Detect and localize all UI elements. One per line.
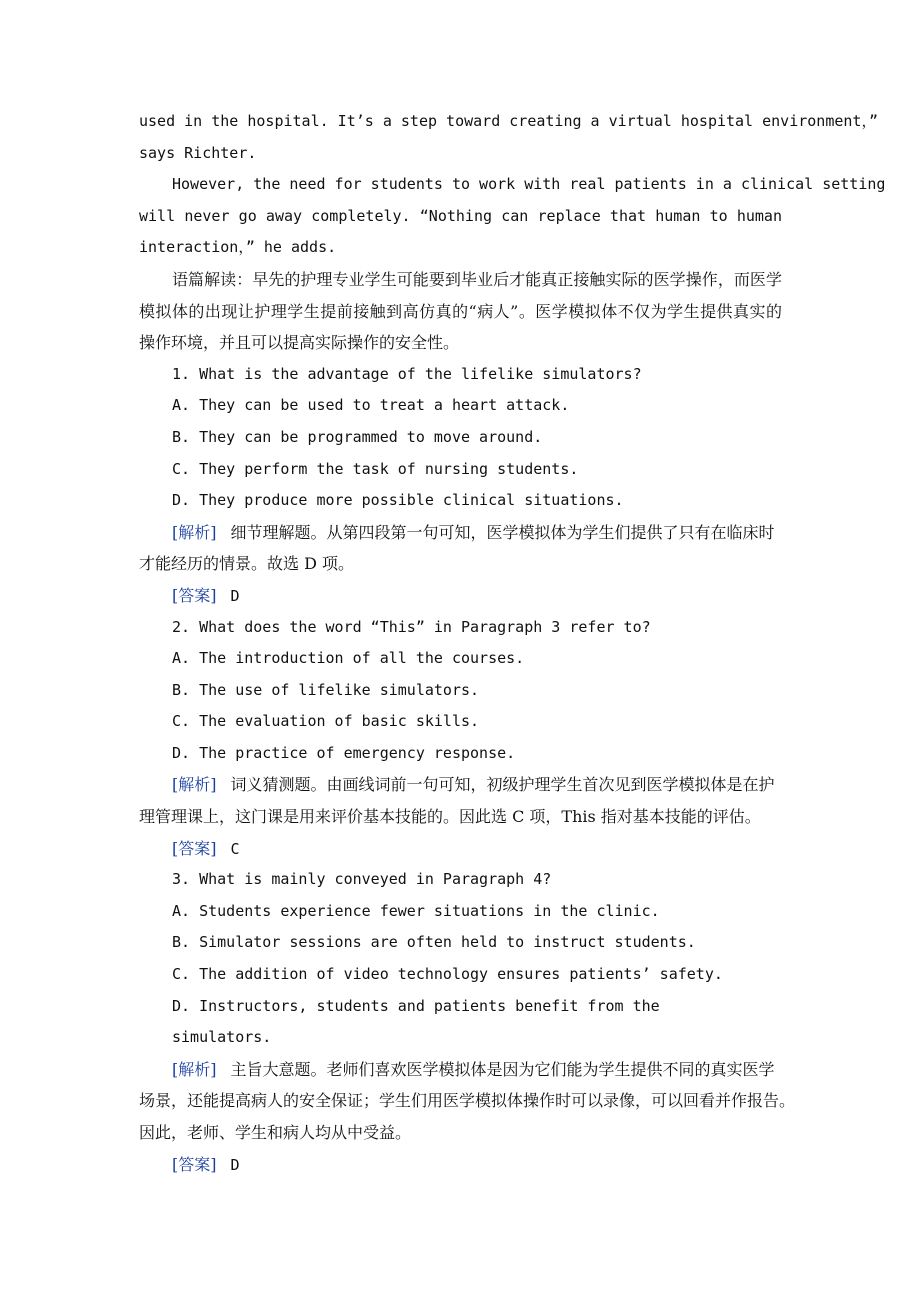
answer-line <box>139 580 782 612</box>
summary-line: 语篇解读：早先的护理专业学生可能要到毕业后才能真正接触实际的医学操作，而医学 <box>172 269 782 289</box>
analysis-line: 因此，老师、学生和病人均从中受益。 <box>139 1123 412 1142</box>
analysis-text: 主旨大意题。老师们喜欢医学模拟体是因为它们能为学生提供不同的真实医学 <box>230 1059 775 1079</box>
question-option: C. They perform the task of nursing students. <box>172 459 579 478</box>
question-option: A. Students experience fewer situations in the clinic. <box>172 901 660 920</box>
answer-line <box>139 833 782 865</box>
analysis-label: [解析] <box>172 775 217 795</box>
question-stem: 3. What is mainly conveyed in Paragraph 4? <box>172 870 552 889</box>
analysis-label: [解析] <box>172 522 217 542</box>
analysis-line: 理管理课上，这门课是用来评价基本技能的。因此选 C 项，This 指对基本技能的评估。 <box>139 807 761 827</box>
analysis-text: 细节理解题。从第四段第一句可知，医学模拟体为学生们提供了只有在临床时 <box>230 522 775 542</box>
question-option: C. The evaluation of basic skills. <box>172 712 480 731</box>
answer-line <box>139 1149 782 1181</box>
summary-line: 模拟体的出现让护理学生提前接触到高仿真的“病人”。医学模拟体不仅为学生提供真实的 <box>139 301 782 321</box>
summary-line: 操作环境，并且可以提高实际操作的安全性。 <box>139 333 460 353</box>
analysis-line: 场景，还能提高病人的安全保证；学生们用医学模拟体操作时可以录像，可以回看并作报告。 <box>139 1091 796 1111</box>
analysis-label: [解析] <box>172 1059 217 1079</box>
document-page <box>139 106 886 1180</box>
passage-line: will never go away completely. “Nothing can replace that human to human <box>139 206 782 225</box>
question-option: D. The practice of emergency response. <box>172 743 516 762</box>
passage-line: However, the need for students to work with real patients in a clinical setting <box>172 175 886 194</box>
answer-value: C <box>230 839 240 858</box>
question-option: C. The addition of video technology ensures patients’ safety. <box>172 965 723 984</box>
answer-value: D <box>230 1155 240 1174</box>
analysis-line <box>139 769 782 801</box>
question-option: A. The introduction of all the courses. <box>172 649 525 668</box>
answer-label: [答案] <box>172 585 217 605</box>
answer-label: [答案] <box>172 1154 217 1174</box>
question-stem: 2. What does the word “This” in Paragraph 3 refer to? <box>172 617 651 636</box>
analysis-text: 词义猜测题。由画线词前一句可知，初级护理学生首次见到医学模拟体是在护 <box>230 775 775 795</box>
question-option: B. They can be programmed to move around. <box>172 427 543 446</box>
analysis-line <box>139 517 782 549</box>
passage-line: interaction，” he adds. <box>139 238 337 257</box>
answer-label: [答案] <box>172 838 217 858</box>
question-option: D. Instructors, students and patients benefit from the <box>172 996 660 1015</box>
question-option: A. They can be used to treat a heart attack. <box>172 396 570 415</box>
analysis-line <box>139 1054 782 1086</box>
question-option: B. The use of lifelike simulators. <box>172 680 480 699</box>
passage-line: used in the hospital. It’s a step toward creating a virtual hospital environment，” <box>139 112 878 130</box>
passage-line: says Richter. <box>139 143 257 162</box>
answer-value: D <box>230 586 240 605</box>
question-option: B. Simulator sessions are often held to instruct students. <box>172 933 696 952</box>
question-stem: 1. What is the advantage of the lifelike simulators? <box>172 364 642 383</box>
question-option: D. They produce more possible clinical situations. <box>172 491 624 510</box>
question-option-continued: simulators. <box>172 1028 272 1047</box>
analysis-line: 才能经历的情景。故选 D 项。 <box>139 554 355 574</box>
